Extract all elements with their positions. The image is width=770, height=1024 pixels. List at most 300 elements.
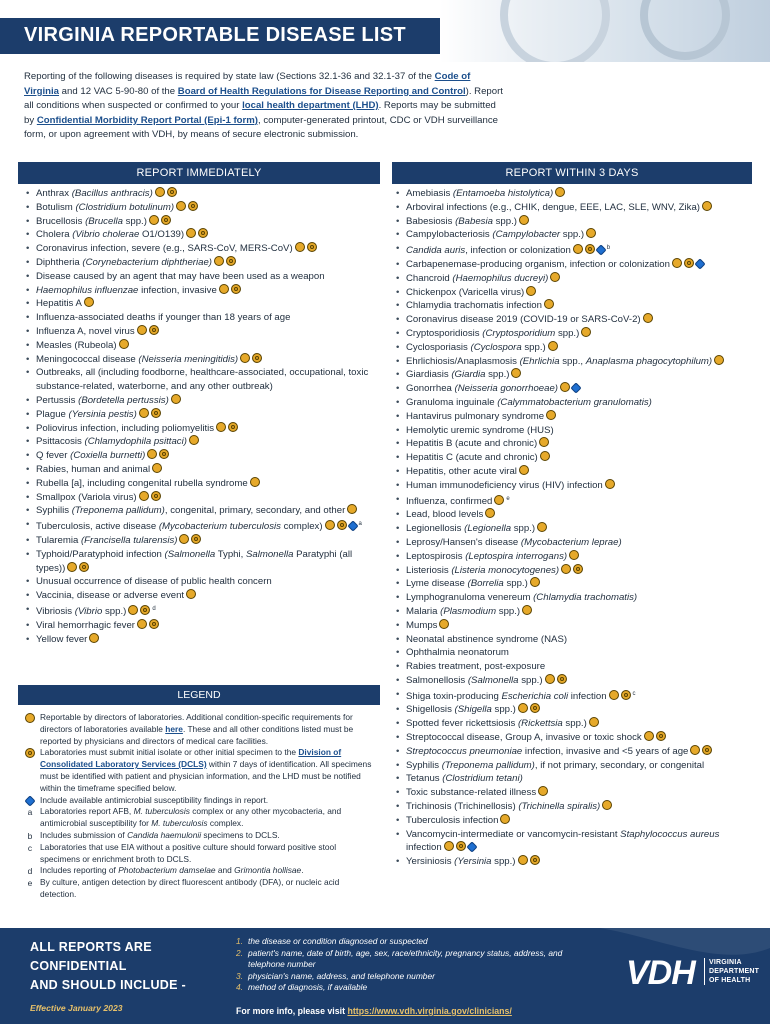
confidential-line: CONFIDENTIAL (30, 959, 127, 973)
requirement-number: 3. (236, 970, 243, 981)
disease-name: Tetanus (406, 773, 443, 785)
disease-item (396, 242, 752, 258)
organism-name: (Giardia (451, 369, 486, 381)
disease-name: Unusual occurrence of disease of public health concern (36, 576, 272, 588)
intro-text: and 12 VAC 5-90-80 of the (59, 85, 178, 97)
disease-item (396, 591, 752, 605)
legend-row (24, 806, 376, 830)
lab-report-icon (569, 550, 579, 560)
disease-name: Leprosy/Hansen's disease (406, 536, 521, 548)
lab-specimen-icon (79, 562, 89, 572)
three-day-disease-list (396, 187, 752, 869)
lab-specimen-icon (656, 731, 666, 741)
disease-item (396, 437, 752, 451)
disease-item (396, 424, 752, 438)
title-bar (0, 18, 440, 54)
disease-name: Cholera (36, 229, 73, 241)
organism-name: (Rickettsia (517, 718, 563, 730)
legend-row (24, 747, 376, 794)
header-photo (440, 0, 770, 62)
disease-item (396, 550, 752, 564)
disease-item (396, 272, 752, 286)
confidential-line: AND SHOULD INCLUDE - (30, 978, 186, 992)
vdh-logo-line: OF HEALTH (709, 977, 751, 984)
organism-name: (Coxiella burnetti) (70, 450, 146, 462)
lab-report-icon (526, 286, 536, 296)
disease-item (26, 201, 378, 215)
disease-item (26, 422, 378, 436)
intro-text: , computer-generated printout, CDC or VDH surveillance form, or upon agreement with VDH, by means of secure electronic submission. (24, 114, 498, 140)
lab-report-icon (295, 242, 305, 252)
legend (24, 712, 376, 901)
lab-report-icon (561, 564, 571, 574)
organism-name: (Babesia (455, 215, 493, 227)
disease-item (396, 215, 752, 229)
disease-name: Giardiasis (406, 369, 452, 381)
requirement-item (236, 971, 596, 983)
disease-name: spp.) (562, 718, 587, 730)
lab-report-icon (581, 327, 591, 337)
organism-name: (Mycobacterium tuberculosis (158, 521, 281, 533)
legend-text: within 7 days of identification. All specimens must be identified with patient and physician information, and the LHD must be notified within the timeframe specified below. (40, 759, 372, 793)
intro-text: ). Report all conditions when suspected or confirmed to your (24, 85, 503, 111)
requirement-number: 4. (236, 982, 243, 992)
disease-name: Trichinosis (Trichinellosis) (406, 801, 519, 813)
lab-report-icon (444, 841, 454, 851)
effective-date: Effective January 2023 (30, 1003, 123, 1013)
disease-name: Hepatitis, other acute viral (406, 465, 517, 477)
lab-report-icon (644, 731, 654, 741)
disease-item (26, 589, 378, 603)
lab-report-icon (500, 814, 510, 824)
disease-item (26, 353, 378, 367)
lab-report-icon (89, 633, 99, 643)
disease-name: Shigellosis (406, 704, 455, 716)
disease-name: Influenza, confirmed (406, 495, 493, 507)
lab-report-icon (439, 619, 449, 629)
disease-name: infection (406, 842, 442, 854)
disease-name: Rabies, human and animal (36, 463, 151, 475)
disease-item (26, 449, 378, 463)
organism-name: (Listeria monocytogenes) (451, 564, 560, 576)
disease-name: Hemolytic uremic syndrome (HUS) (406, 424, 554, 436)
legend-text: complex or any other mycobacteria, and antimicrobial susceptibility for (40, 806, 342, 829)
lab-report-icon (149, 215, 159, 225)
organism-name: (Clostridium botulinum) (75, 201, 175, 213)
legend-text: Includes submission of (40, 829, 128, 840)
disease-item (26, 504, 378, 518)
disease-item (396, 327, 752, 341)
disease-name: spp.) (518, 674, 543, 686)
intro-text: . Reports may be submitted by (24, 100, 496, 126)
disease-name: Yellow fever (36, 633, 88, 645)
lab-specimen-icon (557, 674, 567, 684)
footnote-marker: c (632, 690, 636, 697)
disease-name: Spotted fever rickettsiosis (406, 718, 518, 730)
code-of-virginia-link[interactable]: Code of Virginia (24, 71, 471, 97)
disease-item (26, 311, 378, 325)
disease-item (26, 534, 378, 548)
disease-name: Brucellosis (36, 215, 86, 227)
disease-item (396, 577, 752, 591)
legend-text: and (215, 865, 235, 876)
organism-name: Haemophilus influenzae (36, 284, 139, 296)
organism-name: Staphylococcus aureus (620, 828, 720, 840)
lab-specimen-icon (702, 745, 712, 755)
lab-specimen-icon (530, 855, 540, 865)
vdh-logo-text (704, 958, 759, 985)
disease-item (26, 242, 378, 256)
disease-item (396, 299, 752, 313)
legend-text: complex. (207, 818, 244, 829)
disease-item (26, 491, 378, 505)
lab-report-icon (511, 368, 521, 378)
organism-name: (Trichinella spiralis) (518, 801, 601, 813)
disease-name: Cyclosporiasis (406, 341, 471, 353)
lab-specimen-icon (252, 353, 262, 363)
disease-name: infection (568, 690, 607, 702)
lab-report-icon (137, 619, 147, 629)
clinicians-link[interactable]: https://www.vdh.virginia.gov/clinicians/ (347, 1006, 512, 1016)
organism-name: (Salmonella (164, 548, 216, 560)
disease-name: Mumps (406, 619, 438, 631)
disease-name: Vibriosis (36, 605, 75, 617)
lab-report-icon (128, 605, 138, 615)
disease-name: Botulism (36, 201, 76, 213)
lab-specimen-icon (151, 408, 161, 418)
lab-report-icon (548, 341, 558, 351)
disease-name: Influenza A, novel virus (36, 325, 135, 337)
disease-name: Syphilis (36, 505, 72, 517)
vdh-logo-mark: VDH (626, 954, 695, 992)
lab-specimen-icon (226, 256, 236, 266)
lab-specimen-icon (530, 703, 540, 713)
disease-item (396, 228, 752, 242)
disease-item (396, 688, 752, 704)
disease-item (396, 479, 752, 493)
legend-row (24, 842, 376, 866)
lab-report-icon (485, 508, 495, 518)
disease-item (396, 522, 752, 536)
requirement-item (236, 982, 596, 994)
immediate-disease-list (26, 187, 378, 646)
lab-report-icon (84, 297, 94, 307)
lab-specimen-icon (307, 242, 317, 252)
disease-name: Amebiasis (406, 188, 453, 199)
organism-name: Candida auris (406, 245, 466, 257)
disease-name: Disease caused by an agent that may have been used as a weapon (36, 270, 325, 282)
disease-item (26, 339, 378, 353)
disease-name: Toxic substance-related illness (406, 787, 537, 799)
lab-report-icon (602, 800, 612, 810)
lab-report-icon (216, 422, 226, 432)
organism-name: (Chlamydophila psittaci) (84, 436, 187, 448)
lab-report-icon (546, 410, 556, 420)
disease-name: , congenital, primary, secondary, and other (164, 505, 346, 517)
disease-name: Human immunodeficiency virus (HIV) infection (406, 479, 603, 491)
disease-name: Chickenpox (Varicella virus) (406, 286, 525, 298)
disease-name: Legionellosis (406, 523, 465, 535)
disease-name: spp.) (560, 229, 585, 241)
lab-report-icon (589, 717, 599, 727)
confidential-line: ALL REPORTS ARE (30, 940, 152, 954)
disease-name: spp.) (491, 704, 516, 716)
disease-name: Tuberculosis, active disease (36, 521, 159, 533)
disease-name: Syphilis (406, 759, 442, 771)
lab-report-icon (152, 463, 162, 473)
lab-specimen-icon (151, 491, 161, 501)
organism-name: (Yersinia pestis) (68, 408, 137, 420)
disease-name: Lymphogranuloma venereum (406, 592, 534, 604)
legend-marker: c (27, 842, 33, 853)
disease-name: spp.) (491, 856, 516, 868)
disease-item (396, 396, 752, 410)
lab-specimen-icon (188, 201, 198, 211)
footnote-marker: b (606, 245, 611, 252)
disease-item (396, 187, 752, 201)
disease-item (26, 394, 378, 408)
disease-item (396, 313, 752, 327)
lab-report-icon (137, 325, 147, 335)
report-immediately-header: REPORT IMMEDIATELY (18, 162, 380, 184)
header-banner (0, 0, 770, 62)
lab-report-icon (538, 786, 548, 796)
lab-specimen-icon (167, 187, 177, 197)
organism-name: (Borrelia (467, 578, 504, 590)
disease-item (396, 382, 752, 396)
organism-name: (Clostridium tetani) (442, 773, 523, 785)
legend-text: Reportable by directors of laboratories. Additional condition-specific requirements for directors of laboratories available (40, 712, 353, 734)
legend-text: Includes reporting of (40, 865, 119, 876)
legend-row (24, 712, 376, 747)
lab-report-icon (250, 477, 260, 487)
disease-name: Hepatitis B (acute and chronic) (406, 438, 538, 450)
organism-name: (Cryptosporidium (482, 327, 556, 339)
disease-item (396, 619, 752, 633)
disease-name: Gonorrhea (406, 383, 455, 395)
disease-name: spp.) (102, 605, 127, 617)
lab-report-icon (519, 215, 529, 225)
disease-name: Yersiniosis (406, 856, 455, 868)
disease-name: Carbapenemase-producing organism, infection or colonization (406, 258, 670, 270)
lab-report-icon (171, 394, 181, 404)
disease-name: spp.) (503, 578, 528, 590)
organism-name: (Leptospira interrogans) (465, 550, 568, 562)
susceptibility-icon (24, 795, 35, 806)
lab-report-icon (519, 465, 529, 475)
disease-name: Campylobacteriosis (406, 229, 493, 241)
legend-text: . These and all other conditions listed must be reported by physicians and directors of medical care facilities. (40, 723, 354, 746)
requirement-number: 2. (236, 947, 243, 958)
disease-name: Rabies treatment, post-exposure (406, 661, 546, 673)
legend-text: Laboratories must submit initial isolate or other initial specimen to the (40, 747, 299, 758)
lab-specimen-icon (161, 215, 171, 225)
disease-item (396, 493, 752, 509)
confidential-notice (30, 938, 210, 995)
lab-report-icon (539, 437, 549, 447)
disease-item (26, 463, 378, 477)
morbidity-portal-link[interactable]: Confidential Morbidity Report Portal (Epi-1 form) (36, 114, 258, 126)
disease-item (396, 814, 752, 828)
disease-item (26, 408, 378, 422)
requirement-text: physician's name, address, and telephone number (248, 970, 435, 981)
disease-item (26, 575, 378, 589)
lab-specimen-icon (140, 605, 150, 615)
disease-item (26, 633, 378, 647)
disease-name: Granuloma inguinale (406, 396, 498, 408)
disease-name: spp.) (555, 327, 580, 339)
lab-report-icon (186, 589, 196, 599)
disease-name: Rubella [a], including congenital rubella syndrome (36, 477, 248, 489)
legend-marker: b (27, 830, 33, 841)
vdh-logo (626, 954, 760, 993)
disease-name: Coronavirus disease 2019 (COVID-19 or SARS-CoV-2) (406, 314, 641, 326)
disease-item (396, 731, 752, 745)
lab-report-icon (155, 187, 165, 197)
footnote-marker: e (506, 495, 510, 502)
disease-item (396, 451, 752, 465)
legend-text: Include available antimicrobial susceptibility findings in report. (40, 794, 269, 805)
disease-item (396, 536, 752, 550)
lab-report-icon (189, 435, 199, 445)
disease-name: Vaccinia, disease or adverse event (36, 590, 185, 602)
lab-report-icon (550, 272, 560, 282)
susceptibility-icon (570, 382, 581, 393)
lab-report-icon (119, 339, 129, 349)
lab-specimen-icon (621, 690, 631, 700)
lab-report-icon (544, 299, 554, 309)
organism-name: (Neisseria gonorrhoeae) (454, 383, 558, 395)
requirement-item (236, 936, 596, 948)
stethoscope-graphic (500, 0, 610, 62)
disease-name: , if not primary, secondary, or congenital (534, 759, 705, 771)
disease-name: Ehrlichiosis/Anaplasmosis (406, 355, 520, 367)
disease-name: Vancomycin-intermediate or vancomycin-resistant (406, 828, 621, 840)
organism-name: (Vibrio cholerae (72, 229, 140, 241)
organism-name: (Mycobacterium leprae) (520, 536, 622, 548)
disease-name: O1/O139) (139, 229, 185, 241)
lab-report-icon (186, 228, 196, 238)
disease-item (396, 410, 752, 424)
disease-item (396, 355, 752, 369)
organism-name: (Salmonella (467, 674, 519, 686)
footnote-marker: a (358, 521, 362, 528)
organism-name: (Francisella tularensis) (80, 534, 178, 546)
disease-name: Coronavirus infection, severe (e.g., SARS-CoV, MERS-CoV) (36, 243, 293, 255)
disease-name: Listeriosis (406, 564, 452, 576)
lab-specimen-icon (25, 748, 35, 758)
disease-name: Psittacosis (36, 436, 85, 448)
legend-text: By culture, antigen detection by direct fluorescent antibody (DFA), or nucleic acid detection. (40, 877, 340, 899)
legend-text: specimens to DCLS. (201, 829, 280, 840)
legend-link[interactable]: here (165, 723, 183, 734)
legend-italic: M. tuberculosis (133, 806, 190, 817)
lab-specimen-icon (159, 449, 169, 459)
more-info-text: For more info, please visit (236, 1006, 348, 1016)
organism-name: (Plasmodium (440, 605, 497, 617)
requirement-text: method of diagnosis, if available (248, 982, 368, 992)
legend-row (24, 795, 376, 807)
organism-name: Streptococcus pneumoniae (406, 745, 523, 757)
organism-name: (Corynebacterium diphtheriae) (82, 256, 212, 268)
legend-marker: a (27, 807, 33, 818)
report-requirements-list (236, 936, 596, 994)
disease-name: spp.) (521, 341, 546, 353)
lab-report-icon (325, 520, 335, 530)
board-regulations-link[interactable]: Board of Health Regulations for Disease Reporting and Control (177, 85, 466, 97)
disease-item (396, 828, 752, 856)
disease-item (26, 297, 378, 311)
disease-name: Salmonellosis (406, 674, 468, 686)
organism-name: (Bordetella pertussis) (78, 394, 169, 406)
susceptibility-icon (466, 842, 477, 853)
disease-item (26, 435, 378, 449)
organism-name: Anaplasma phagocytophilum) (585, 355, 713, 367)
disease-name: Ophthalmia neonatorum (406, 647, 509, 659)
disease-item (396, 605, 752, 619)
disease-item (396, 772, 752, 786)
disease-name: spp.) (122, 215, 147, 227)
legend-row (24, 877, 376, 901)
lab-specimen-icon (337, 520, 347, 530)
organism-name: Salmonella (245, 548, 294, 560)
lab-specimen-icon (149, 619, 159, 629)
vdh-logo-line: VIRGINIA (709, 959, 742, 966)
lab-report-icon (67, 562, 77, 572)
disease-name: Streptococcal disease, Group A, invasive or toxic shock (406, 732, 642, 744)
requirement-item (236, 948, 596, 971)
intro-paragraph (24, 70, 504, 143)
disease-item (396, 258, 752, 272)
legend-link[interactable]: Division of Consolidated Laboratory Services (DCLS) (40, 747, 342, 770)
lab-report-icon (347, 504, 357, 514)
legend-marker: e (27, 878, 33, 889)
disease-item (396, 674, 752, 688)
disease-name: complex) (280, 521, 323, 533)
legend-italic: Candida haemulonii (127, 829, 202, 840)
disease-name: Leptospirosis (406, 550, 466, 562)
lab-report-icon (672, 258, 682, 268)
requirement-text: the disease or condition diagnosed or suspected (248, 936, 428, 946)
disease-item (396, 800, 752, 814)
intro-text: Reporting of the following diseases is required by state law (Sections 32.1-36 and 32.1-37 of the (24, 71, 435, 82)
organism-name: (Brucella (85, 215, 123, 227)
disease-item (396, 341, 752, 355)
lab-report-icon (522, 605, 532, 615)
susceptibility-icon (595, 245, 606, 256)
disease-name: Typhi, (215, 548, 246, 560)
organism-name: (Campylobacter (492, 229, 561, 241)
disease-item (396, 745, 752, 759)
disease-item (26, 366, 378, 394)
lab-report-icon (139, 408, 149, 418)
lab-report-icon (609, 690, 619, 700)
disease-item (396, 201, 752, 215)
disease-item (396, 633, 752, 647)
local-health-department-link[interactable]: local health department (LHD) (242, 100, 379, 111)
organism-name: (Haemophilus ducreyi) (452, 272, 549, 284)
organism-name: (Chlamydia trachomatis) (533, 592, 638, 604)
disease-name: infection, invasive and <5 years of age (522, 745, 689, 757)
disease-item (396, 786, 752, 800)
disease-name: infection, invasive (138, 284, 217, 296)
disease-item (26, 325, 378, 339)
susceptibility-icon (347, 520, 358, 531)
disease-name: Neonatal abstinence syndrome (NAS) (406, 633, 568, 645)
requirement-text: patient's name, date of birth, age, sex, race/ethnicity, pregnancy status, address, and telephone number (248, 947, 563, 969)
lab-report-icon (586, 228, 596, 238)
disease-item (26, 518, 378, 534)
